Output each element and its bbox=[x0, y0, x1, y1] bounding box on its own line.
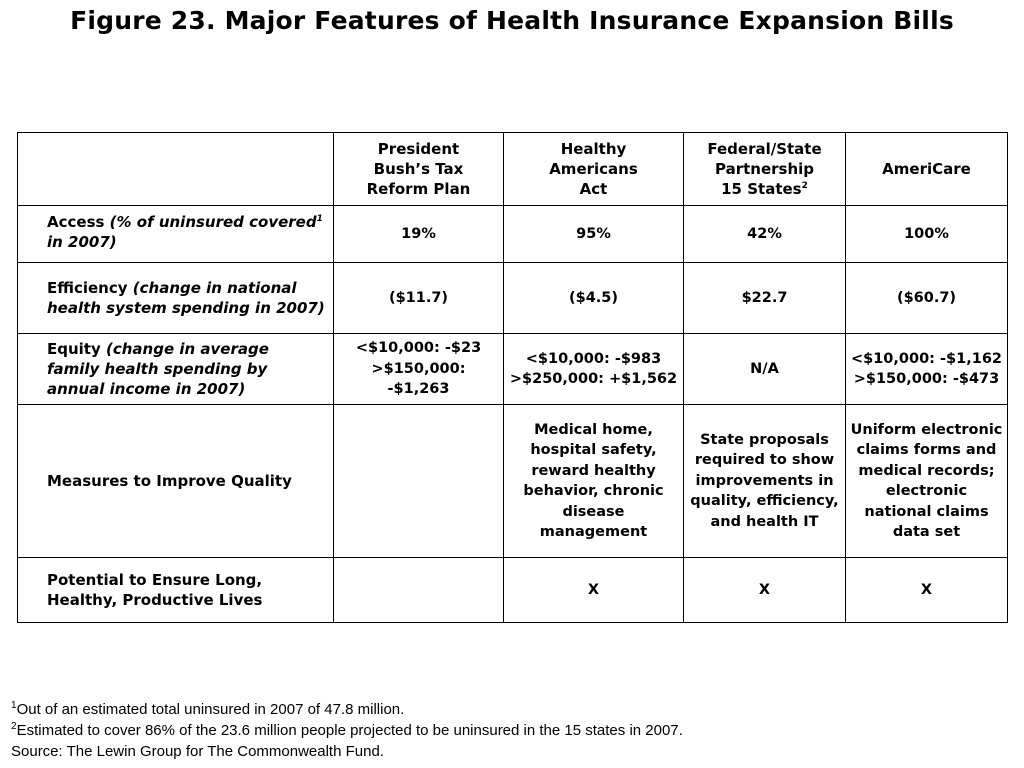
table-cell: ($4.5) bbox=[504, 263, 684, 334]
table-row-access bbox=[18, 206, 1008, 263]
table-cell: <$10,000: -$23 >$150,000: -$1,263 bbox=[334, 334, 504, 405]
table-cell bbox=[334, 558, 504, 623]
table-cell: Medical home, hospital safety, reward healthy behavior, chronic disease management bbox=[504, 405, 684, 558]
table-cell: 100% bbox=[846, 206, 1008, 263]
table-row-potential bbox=[18, 558, 1008, 623]
row-header-quality: Measures to Improve Quality bbox=[18, 405, 334, 558]
table-cell: 19% bbox=[334, 206, 504, 263]
table-cell: N/A bbox=[684, 334, 846, 405]
source-note: Source: The Lewin Group for The Commonwealth Fund. bbox=[11, 743, 384, 760]
row-header-equity: Equity (change in average family health spending by annual income in 2007) bbox=[18, 334, 334, 405]
table-row-efficiency bbox=[18, 263, 1008, 334]
row-header-access: Access (% of uninsured covered$^1$ in 2007) bbox=[18, 206, 334, 263]
table-row-equity bbox=[18, 334, 1008, 405]
column-header-americare: AmeriCare bbox=[846, 133, 1008, 206]
table-cell bbox=[334, 405, 504, 558]
table-cell: X bbox=[846, 558, 1008, 623]
table-cell: X bbox=[684, 558, 846, 623]
table-cell: ($11.7) bbox=[334, 263, 504, 334]
column-header-federal-state: Federal/State Partnership 15 States$^2$ bbox=[684, 133, 846, 206]
table-cell: 95% bbox=[504, 206, 684, 263]
table-cell: State proposals required to show improvements in quality, efficiency, and health IT bbox=[684, 405, 846, 558]
column-header-bush-plan: President Bush’s Tax Reform Plan bbox=[334, 133, 504, 206]
table-cell: $22.7 bbox=[684, 263, 846, 334]
table-cell: <$10,000: -$983 >$250,000: +$1,562 bbox=[504, 334, 684, 405]
table-cell: Uniform electronic claims forms and medical records; electronic national claims data set bbox=[846, 405, 1008, 558]
header-corner-cell bbox=[18, 133, 334, 206]
row-header-efficiency: Efficiency (change in national health system spending in 2007) bbox=[18, 263, 334, 334]
column-header-healthy-americans: Healthy Americans Act bbox=[504, 133, 684, 206]
table-header-row bbox=[18, 133, 1008, 206]
table-cell: X bbox=[504, 558, 684, 623]
row-header-potential: Potential to Ensure Long, Healthy, Productive Lives bbox=[18, 558, 334, 623]
table-cell: ($60.7) bbox=[846, 263, 1008, 334]
footnote-1: $^1$Out of an estimated total uninsured in 2007 of 47.8 million. bbox=[11, 700, 405, 718]
figure-title: Figure 23. Major Features of Health Insurance Expansion Bills bbox=[70, 6, 954, 35]
footnote-2: $^2$Estimated to cover 86% of the 23.6 million people projected to be uninsured in the 15 states in 2007. bbox=[11, 721, 683, 739]
table-cell: <$10,000: -$1,162 >$150,000: -$473 bbox=[846, 334, 1008, 405]
footnotes bbox=[11, 699, 683, 762]
table-row-quality bbox=[18, 405, 1008, 558]
table-cell: 42% bbox=[684, 206, 846, 263]
features-table bbox=[17, 132, 1008, 623]
